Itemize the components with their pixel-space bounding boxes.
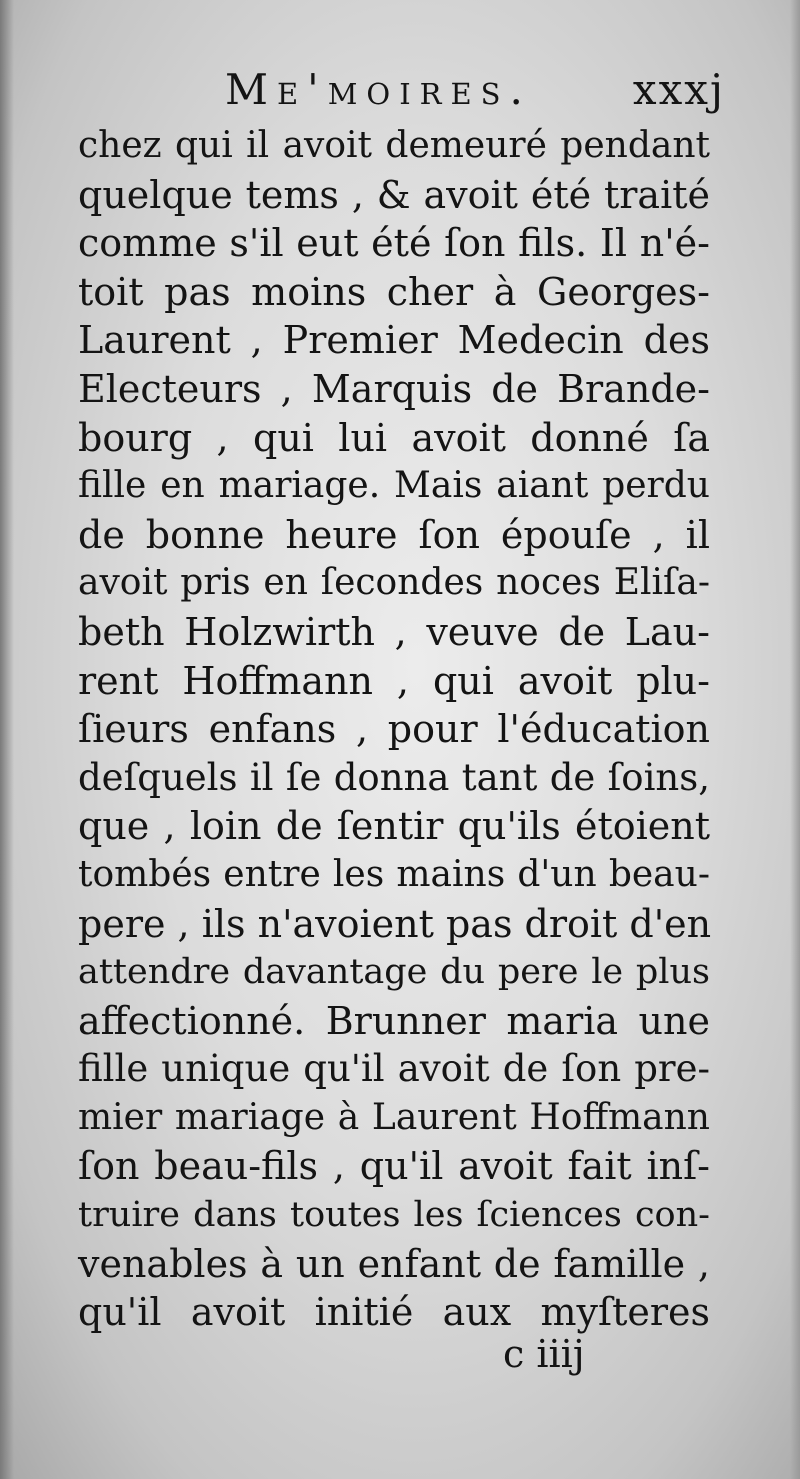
text-line: ſieurs enfans , pour l'éducation — [78, 707, 710, 752]
text-line: deſquels il ſe donna tant de ſoins, — [78, 755, 710, 799]
page-number: xxxj — [632, 65, 725, 114]
text-line: tombés entre les mains d'un beau- — [78, 853, 710, 895]
text-line: quelque tems , & avoit été traité — [78, 172, 710, 217]
text-line: rent Hoffmann , qui avoit plu- — [78, 658, 710, 703]
text-line: mier mariage à Laurent Hoffmann — [78, 1096, 710, 1138]
text-line: chez qui il avoit demeuré pendant — [78, 125, 710, 166]
text-line: Laurent , Premier Medecin des — [78, 318, 710, 363]
text-line: ſon beau-fils , qu'il avoit fait inſ- — [78, 1144, 710, 1189]
text-line: avoit pris en ſecondes noces Eliſa- — [78, 562, 710, 604]
page-edge-shadow-left — [0, 0, 14, 1479]
page-edge-shadow-right — [790, 0, 800, 1479]
text-line: attendre davantage du pere le plus — [78, 952, 710, 993]
text-line: qu'il avoit initié aux myſteres — [78, 1290, 710, 1335]
text-line: comme s'il eut été ſon fils. Il n'é- — [78, 221, 710, 266]
text-line: fille unique qu'il avoit de ſon pre- — [78, 1047, 710, 1091]
text-line: de bonne heure ſon épouſe , il — [78, 512, 710, 557]
text-line: pere , ils n'avoient pas droit d'en — [78, 901, 712, 946]
running-head — [225, 62, 725, 118]
text-line: que , loin de ſentir qu'ils étoient — [78, 804, 710, 849]
text-line: truire dans toutes les ſciences con- — [78, 1195, 710, 1236]
running-title: Me'moires. — [225, 65, 532, 114]
text-line: affectionné. Brunner maria une — [78, 998, 710, 1043]
body-text — [78, 122, 710, 1337]
text-line: venables à un enfant de famille , — [78, 1241, 710, 1286]
text-line: bourg , qui lui avoit donné ſa — [78, 415, 710, 460]
signature-mark: c iiij — [503, 1332, 585, 1376]
text-line: Electeurs , Marquis de Brande- — [78, 366, 710, 411]
text-line: beth Holzwirth , veuve de Lau- — [78, 609, 710, 654]
text-line: toit pas moins cher à Georges- — [78, 269, 710, 314]
text-line: fille en mariage. Mais aiant perdu — [78, 465, 710, 507]
